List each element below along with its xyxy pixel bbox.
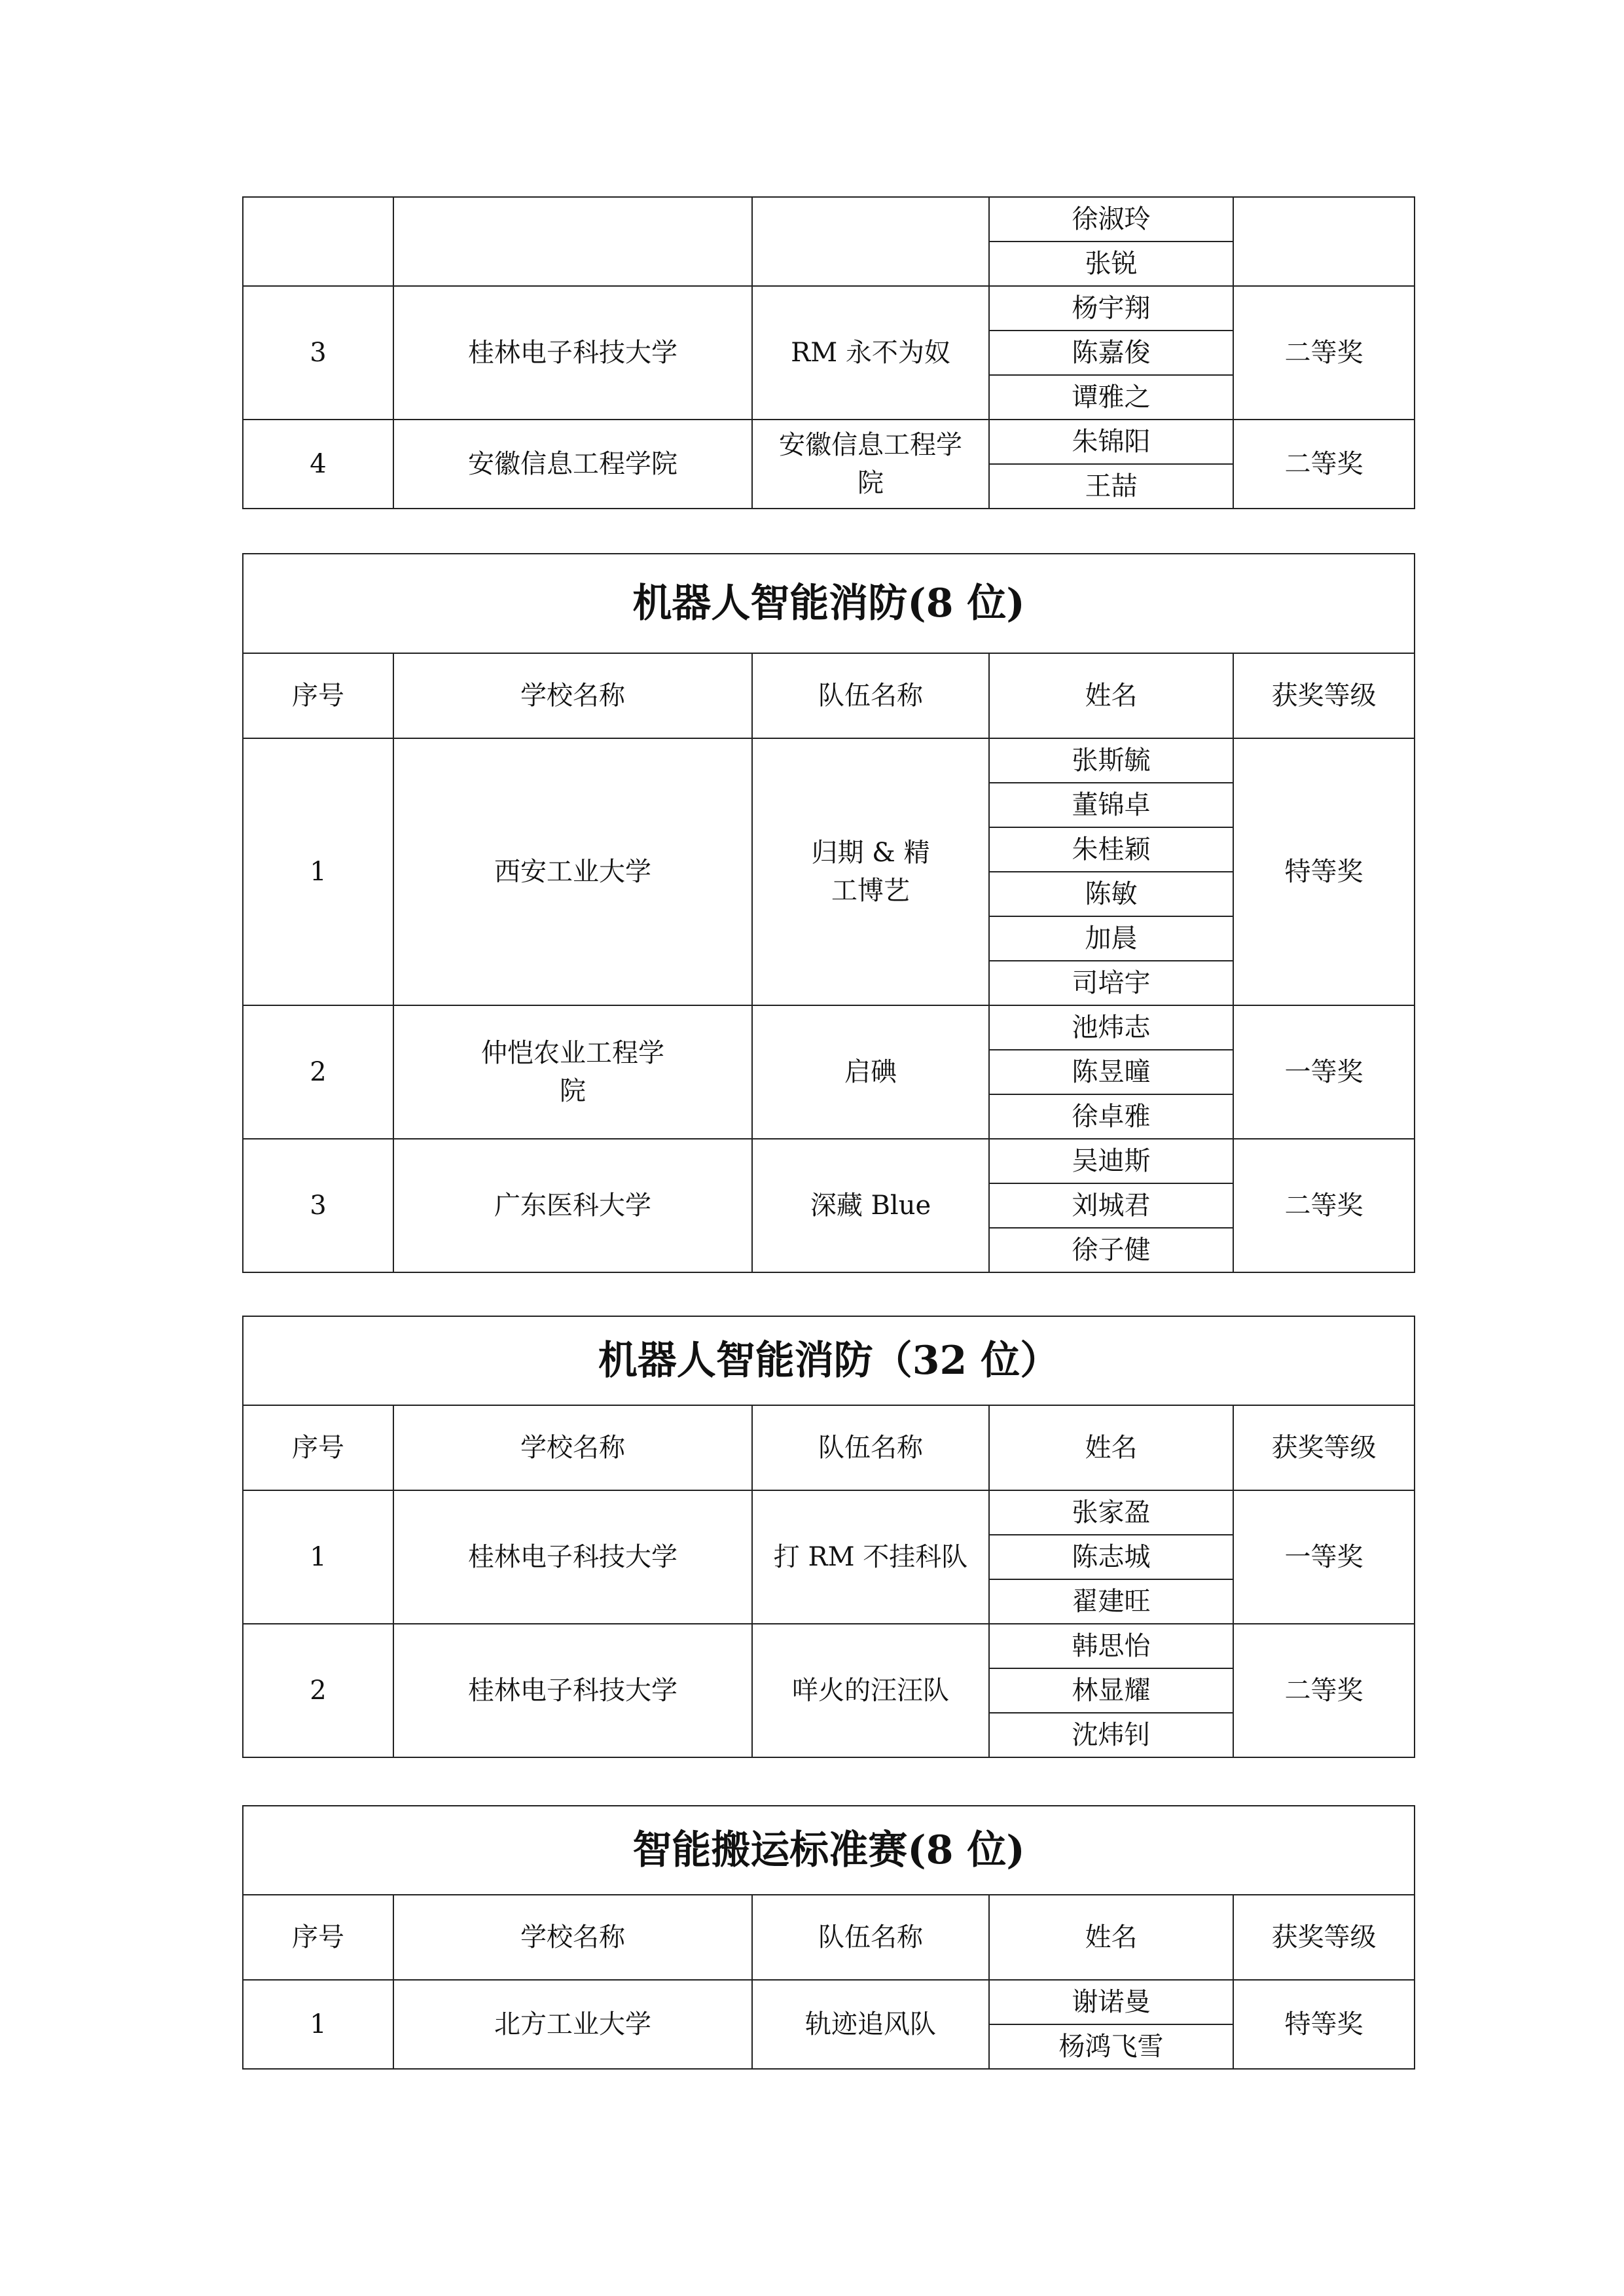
name-cell: 王喆 (989, 464, 1233, 509)
table-row (243, 286, 1415, 331)
name-cell: 陈敏 (989, 872, 1233, 916)
team-cell: 轨迹追风队 (752, 1980, 989, 2069)
team-cell: 深藏 Blue (752, 1139, 989, 1272)
name-cell: 陈志城 (989, 1535, 1233, 1579)
seq-cell: 3 (243, 1139, 393, 1272)
award-cell: 二等奖 (1233, 1624, 1415, 1757)
name-cell: 谭雅之 (989, 375, 1233, 420)
header-school: 学校名称 (393, 653, 752, 738)
seq-cell: 1 (243, 1980, 393, 2069)
award-cell: 特等奖 (1233, 1980, 1415, 2069)
school-cell: 广东医科大学 (393, 1139, 752, 1272)
header-seq: 序号 (243, 1895, 393, 1980)
name-cell: 张斯毓 (989, 738, 1233, 783)
school-cell: 桂林电子科技大学 (393, 1490, 752, 1624)
header-name: 姓名 (989, 653, 1233, 738)
name-cell: 朱锦阳 (989, 420, 1233, 464)
school-cell (393, 197, 752, 286)
header-school: 学校名称 (393, 1405, 752, 1490)
award-table-fire-32 (242, 1316, 1415, 1758)
table-title: 智能搬运标准赛(8 位) (243, 1806, 1415, 1895)
header-row (243, 653, 1415, 738)
team-cell: 归期 & 精工博艺 (752, 738, 989, 1005)
name-cell: 池炜志 (989, 1005, 1233, 1050)
award-cell: 特等奖 (1233, 738, 1415, 1005)
name-cell: 翟建旺 (989, 1579, 1233, 1624)
school-cell: 西安工业大学 (393, 738, 752, 1005)
name-cell: 司培宇 (989, 961, 1233, 1005)
name-cell: 杨宇翔 (989, 286, 1233, 331)
header-award: 获奖等级 (1233, 1405, 1415, 1490)
seq-cell: 3 (243, 286, 393, 420)
name-cell: 杨鸿飞雪 (989, 2024, 1233, 2069)
seq-cell: 2 (243, 1624, 393, 1757)
header-row (243, 1895, 1415, 1980)
team-cell: 咩火的汪汪队 (752, 1624, 989, 1757)
header-team: 队伍名称 (752, 1405, 989, 1490)
header-award: 获奖等级 (1233, 653, 1415, 738)
name-cell: 徐卓雅 (989, 1094, 1233, 1139)
award-cell: 一等奖 (1233, 1490, 1415, 1624)
table-row (243, 197, 1415, 242)
school-cell: 桂林电子科技大学 (393, 286, 752, 420)
team-cell: RM 永不为奴 (752, 286, 989, 420)
award-cell: 二等奖 (1233, 420, 1415, 509)
table-row (243, 1624, 1415, 1668)
award-cell: 一等奖 (1233, 1005, 1415, 1139)
header-row (243, 1405, 1415, 1490)
table-row (243, 1139, 1415, 1183)
award-cell: 二等奖 (1233, 286, 1415, 420)
name-cell: 朱桂颖 (989, 827, 1233, 872)
name-cell: 林显耀 (989, 1668, 1233, 1713)
name-cell: 徐子健 (989, 1228, 1233, 1272)
header-team: 队伍名称 (752, 1895, 989, 1980)
school-cell: 桂林电子科技大学 (393, 1624, 752, 1757)
award-cell (1233, 197, 1415, 286)
name-cell: 张家盈 (989, 1490, 1233, 1535)
table-title: 机器人智能消防(8 位) (243, 554, 1415, 653)
header-seq: 序号 (243, 653, 393, 738)
team-cell: 打 RM 不挂科队 (752, 1490, 989, 1624)
header-name: 姓名 (989, 1895, 1233, 1980)
school-cell: 仲恺农业工程学院 (393, 1005, 752, 1139)
name-cell: 吴迪斯 (989, 1139, 1233, 1183)
seq-cell: 2 (243, 1005, 393, 1139)
seq-cell: 4 (243, 420, 393, 509)
team-cell: 启碘 (752, 1005, 989, 1139)
continued-award-table (242, 196, 1415, 509)
seq-cell: 1 (243, 738, 393, 1005)
name-cell: 董锦卓 (989, 783, 1233, 827)
header-seq: 序号 (243, 1405, 393, 1490)
name-cell: 陈嘉俊 (989, 331, 1233, 375)
seq-cell: 1 (243, 1490, 393, 1624)
table-row (243, 738, 1415, 783)
header-team: 队伍名称 (752, 653, 989, 738)
name-cell: 加晨 (989, 916, 1233, 961)
team-cell: 安徽信息工程学院 (752, 420, 989, 509)
table-row (243, 1005, 1415, 1050)
header-school: 学校名称 (393, 1895, 752, 1980)
name-cell: 陈昱曈 (989, 1050, 1233, 1094)
award-cell: 二等奖 (1233, 1139, 1415, 1272)
table-title: 机器人智能消防（32 位） (243, 1316, 1415, 1405)
award-table-fire-8 (242, 553, 1415, 1273)
name-cell: 徐淑玲 (989, 197, 1233, 242)
team-cell (752, 197, 989, 286)
header-name: 姓名 (989, 1405, 1233, 1490)
seq-cell (243, 197, 393, 286)
school-cell: 北方工业大学 (393, 1980, 752, 2069)
table-row (243, 420, 1415, 464)
award-table-transport-8 (242, 1805, 1415, 2070)
name-cell: 刘城君 (989, 1183, 1233, 1228)
table-row (243, 1980, 1415, 2024)
name-cell: 张锐 (989, 242, 1233, 286)
school-cell: 安徽信息工程学院 (393, 420, 752, 509)
name-cell: 谢诺曼 (989, 1980, 1233, 2024)
name-cell: 沈炜钊 (989, 1713, 1233, 1757)
header-award: 获奖等级 (1233, 1895, 1415, 1980)
name-cell: 韩思怡 (989, 1624, 1233, 1668)
table-row (243, 1490, 1415, 1535)
